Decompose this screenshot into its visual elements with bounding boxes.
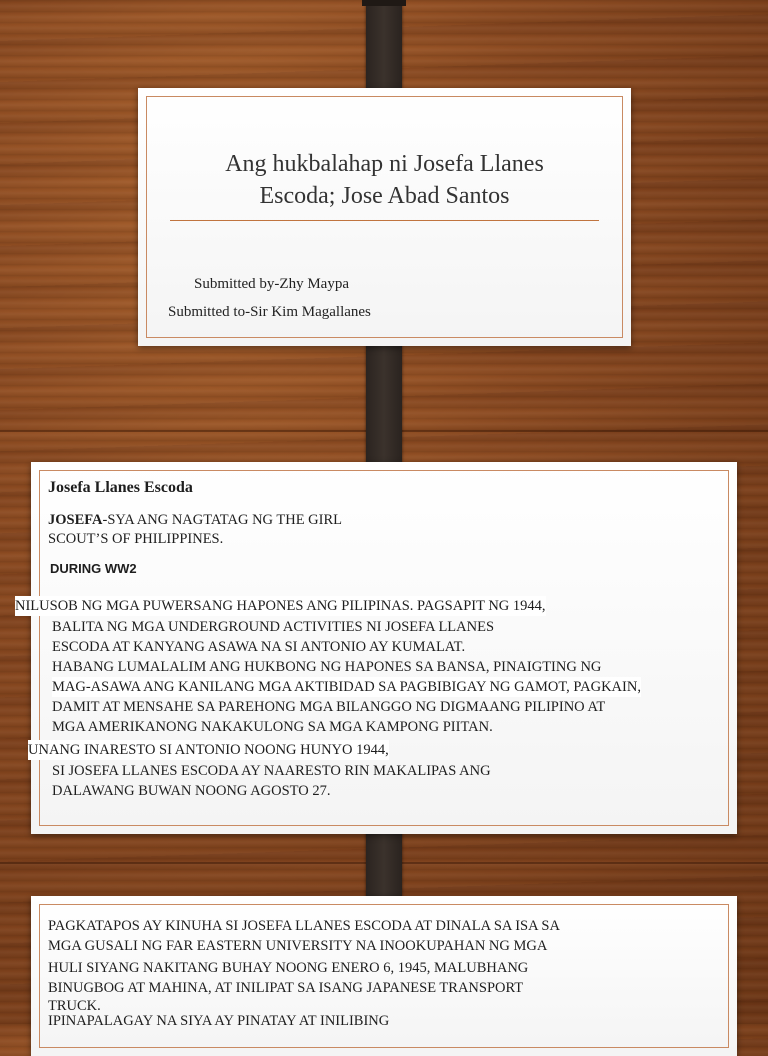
body-line: NILUSOB NG MGA PUWERSANG HAPONES ANG PILIPINAS. PAGSAPIT NG 1944, [15,598,546,614]
title-slide [138,88,631,346]
slide-title-line2: Escoda; Jose Abad Santos [259,183,510,209]
slide-title [168,148,601,212]
body-line: HULI SIYANG NAKITANG BUHAY NOONG ENERO 6, 1945, MALUBHANG [48,960,529,976]
body-line: PAGKATAPOS AY KINUHA SI JOSEFA LLANES ESCODA AT DINALA SA ISA SA [48,918,560,934]
slide-title-line1: Ang hukbalahap ni Josefa Llanes [225,151,544,177]
intro-line-2: SCOUT’S OF PHILIPPINES. [48,531,224,547]
middle-strap [366,330,402,480]
title-slide-frame [146,96,623,338]
section-subheading: DURING WW2 [50,561,137,576]
body-line: TRUCK. [48,998,101,1014]
body-line: HABANG LUMALALIM ANG HUKBONG NG HAPONES SA BANSA, PINAIGTING NG [52,659,602,675]
body-line: BALITA NG MGA UNDERGROUND ACTIVITIES NI JOSEFA LLANES [52,619,495,635]
submitted-to: Submitted to-Sir Kim Magallanes [168,304,371,320]
body-line: MGA GUSALI NG FAR EASTERN UNIVERSITY NA INOOKUPAHAN NG MGA [48,938,548,954]
intro-line-1 [48,510,342,530]
body-line: SI JOSEFA LLANES ESCODA AY NAARESTO RIN MAKALIPAS ANG [52,763,491,779]
intro-text: -SYA ANG NAGTATAG NG THE GIRL [102,512,343,528]
body-line: DAMIT AT MENSAHE SA PAREHONG MGA BILANGGO NG DIGMAANG PILIPINO AT [52,699,606,715]
body-line: ESCODA AT KANYANG ASAWA NA SI ANTONIO AY KUMALAT. [52,639,466,655]
slide-heading: Josefa Llanes Escoda [48,479,193,496]
submitted-by: Submitted by-Zhy Maypa [194,276,349,292]
body-line: MGA AMERIKANONG NAKAKULONG SA MGA KAMPONG PIITAN. [52,719,493,735]
body-line: IPINAPALAGAY NA SIYA AY PINATAY AT INILIBING [48,1013,390,1029]
intro-name: JOSEFA [48,512,103,528]
body-line: MAG-ASAWA ANG KANILANG MGA AKTIBIDAD SA PAGBIBIGAY NG GAMOT, PAGKAIN, [52,679,641,695]
body-line: UNANG INARESTO SI ANTONIO NOONG HUNYO 1944, [28,742,389,758]
body-line: BINUGBOG AT MAHINA, AT INILIPAT SA ISANG JAPANESE TRANSPORT [48,980,524,996]
body-line: DALAWANG BUWAN NOONG AGOSTO 27. [52,783,331,799]
title-divider [170,220,599,221]
